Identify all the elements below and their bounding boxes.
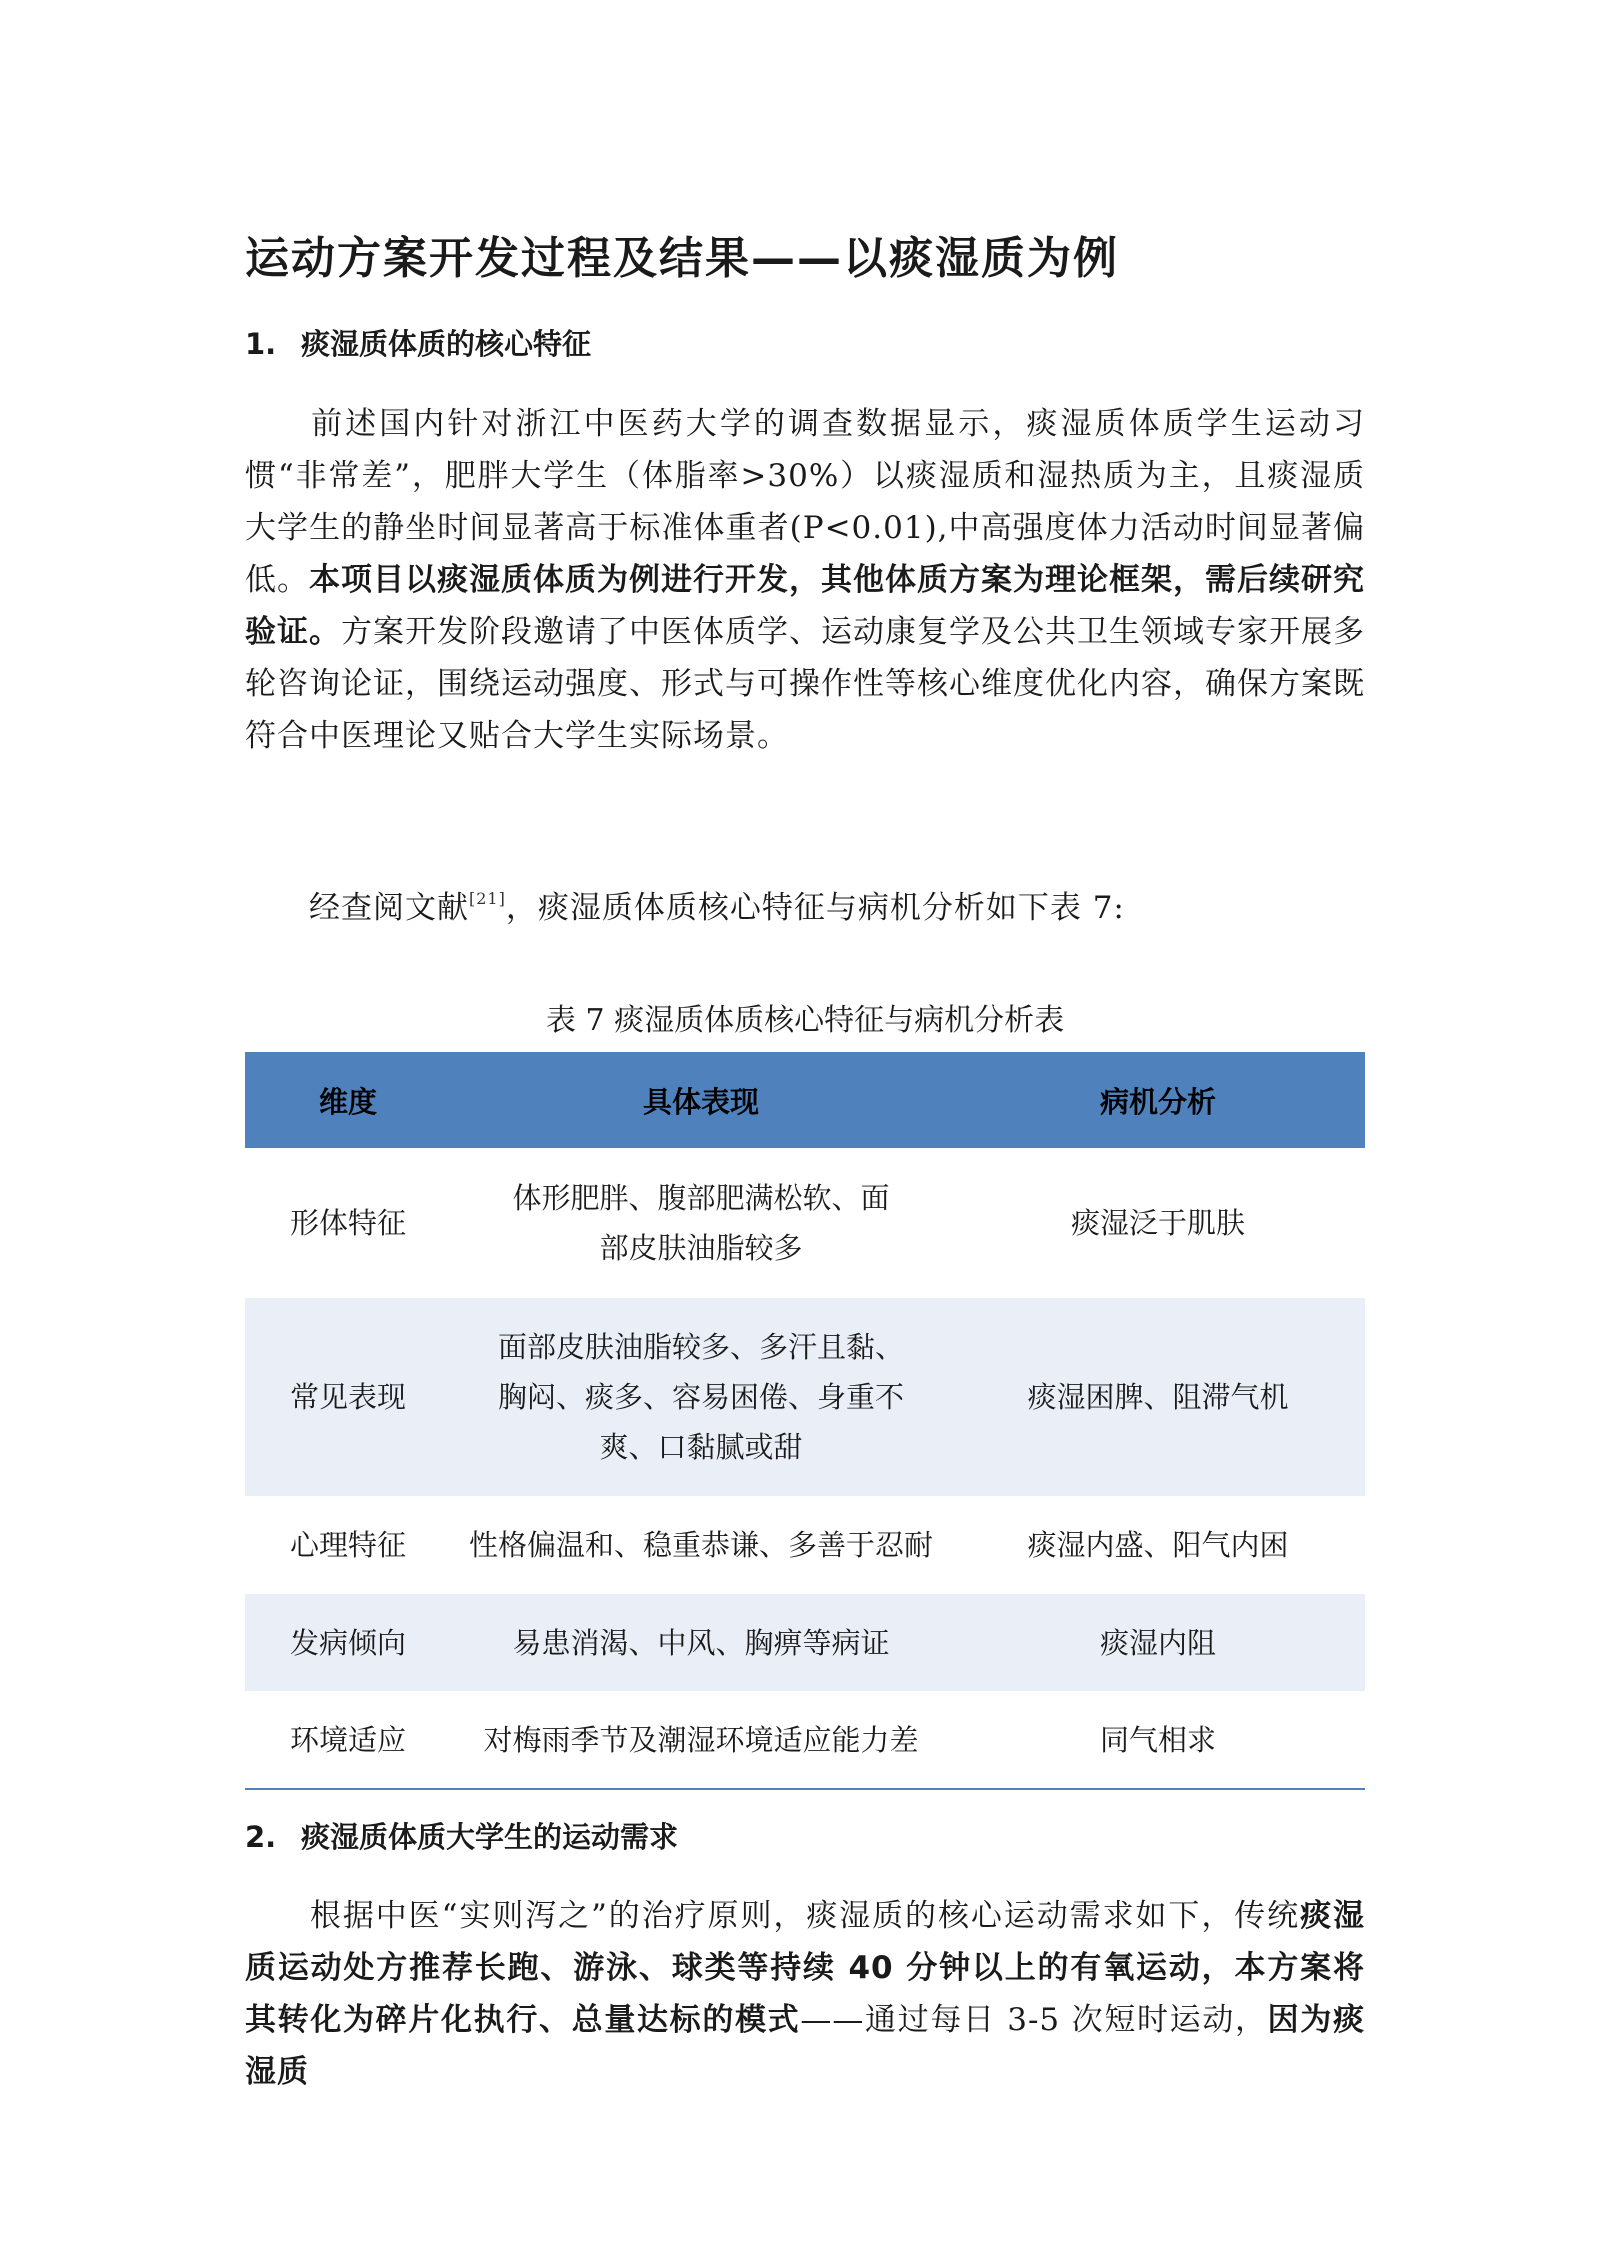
table-row — [245, 1594, 1365, 1691]
table-row — [245, 1148, 1365, 1298]
table-header-row — [245, 1052, 1365, 1148]
cell-pathogenesis: 痰湿泛于肌肤 — [1070, 1206, 1245, 1240]
citation-ref[interactable]: [21] — [469, 889, 506, 908]
cell-manifestation: 易患消渴、中风、胸痹等病证 — [451, 1594, 951, 1691]
cell-pathogenesis: 痰湿困脾、阻滞气机 — [951, 1298, 1365, 1496]
table-caption: 表 7 痰湿质体质核心特征与病机分析表 — [545, 1003, 1065, 1038]
cell-manifestation: 性格偏温和、稳重恭谦、多善于忍耐 — [468, 1528, 933, 1562]
paragraph-1-text-a: 前述国内针对浙江中医药大学的调查数据显示，痰湿质体质学生运动习惯“非常差”，肥胖大学生（体脂率>30%）以痰湿质和湿热质为主，且痰湿质大学生的静坐时间显著高于标准体重者(P<0.01),中高强度体力活动时间显著偏低。 — [245, 406, 1365, 598]
section-2-number: 2. — [245, 1820, 277, 1854]
table-row — [245, 1298, 1365, 1496]
characteristics-table — [245, 1052, 1365, 1790]
paragraph-2-text-b: ，痰湿质体质核心特征与病机分析如下表 7: — [505, 890, 1125, 926]
table-row — [245, 1496, 1365, 1594]
cell-dimension: 常见表现 — [245, 1298, 451, 1496]
paragraph-3-bold-b: 因为痰湿质 — [245, 2002, 1366, 2090]
cell-dimension: 发病倾向 — [245, 1594, 451, 1691]
page-title: 运动方案开发过程及结果——以痰湿质为例 — [245, 233, 1119, 284]
cell-dimension: 环境适应 — [245, 1691, 451, 1789]
cell-pathogenesis: 同气相求 — [951, 1691, 1365, 1789]
cell-manifestation: 体形肥胖、腹部肥满松软、面部皮肤油脂较多 — [512, 1181, 890, 1265]
cell-pathogenesis: 痰湿内盛、阳气内困 — [1027, 1528, 1289, 1562]
paragraph-1-bold: 本项目以痰湿质体质为例进行开发，其他体质方案为理论框架，需后续研究验证。 — [245, 562, 1365, 650]
section-1-heading — [245, 322, 1365, 363]
table-row — [245, 1691, 1365, 1789]
cell-dimension: 心理特征 — [289, 1528, 406, 1562]
section-2-title: 痰湿质体质大学生的运动需求 — [301, 1820, 679, 1854]
header-manifestation: 具体表现 — [451, 1052, 951, 1148]
paragraph-3-text-b: ——通过每日 3-5 次短时运动， — [800, 2002, 1268, 2038]
paragraph-1-text-b: 方案开发阶段邀请了中医体质学、运动康复学及公共卫生领域专家开展多轮咨询论证，围绕运动强度、形式与可操作性等核心维度优化内容，确保方案既符合中医理论又贴合大学生实际场景。 — [245, 614, 1365, 754]
cell-pathogenesis: 痰湿内阻 — [951, 1594, 1365, 1691]
cell-manifestation: 对梅雨季节及潮湿环境适应能力差 — [451, 1691, 951, 1789]
section-1-title: 痰湿质体质的核心特征 — [301, 327, 592, 361]
paragraph-2-text-a: 经查阅文献 — [309, 890, 469, 926]
paragraph-3-bold-a: 痰湿质运动处方推荐长跑、游泳、球类等持续 40 分钟以上的有氧运动，本方案将其转化为碎片化执行、总量达标的模式 — [245, 1898, 1365, 2038]
header-pathogenesis: 病机分析 — [951, 1052, 1365, 1148]
cell-dimension: 形体特征 — [289, 1206, 406, 1240]
paragraph-3-text-a: 根据中医“实则泻之”的治疗原则，痰湿质的核心运动需求如下，传统 — [309, 1898, 1301, 1934]
paragraph-2 — [245, 882, 1365, 934]
header-dimension: 维度 — [245, 1052, 451, 1148]
paragraph-1 — [245, 398, 1365, 762]
paragraph-3 — [245, 1890, 1365, 2098]
cell-manifestation: 面部皮肤油脂较多、多汗且黏、胸闷、痰多、容易困倦、身重不爽、口黏腻或甜 — [451, 1298, 951, 1496]
section-1-number: 1. — [245, 327, 277, 361]
section-2-heading — [245, 1815, 1365, 1856]
